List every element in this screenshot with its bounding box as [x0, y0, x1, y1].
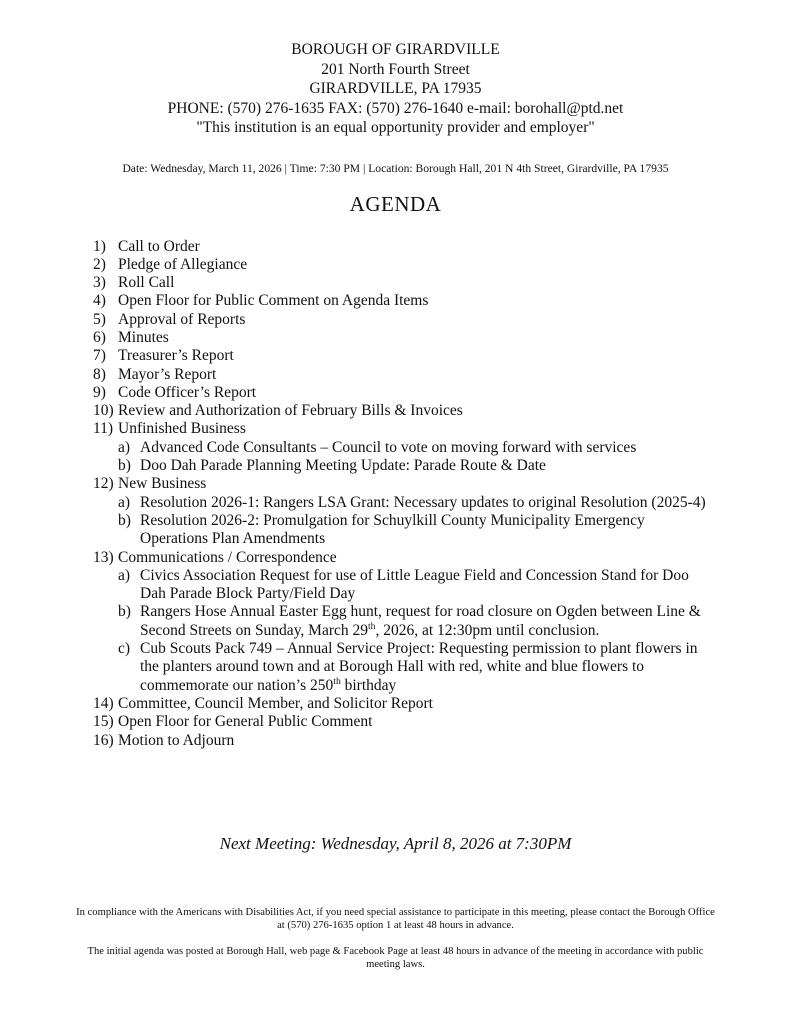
item-number: 7): [93, 347, 106, 365]
agenda-item: [93, 256, 709, 274]
item-text: Open Floor for Public Comment on Agenda Items: [118, 292, 429, 310]
item-text: Call to Order: [118, 237, 200, 255]
agenda-list: [0, 238, 791, 750]
sub-item-text: Resolution 2026-1: Rangers LSA Grant: Necessary updates to original Resolution (2025-4): [140, 493, 706, 511]
agenda-item: [93, 475, 709, 493]
item-number: 1): [93, 237, 106, 255]
agenda-sub-item: [118, 512, 709, 549]
agenda-item: [93, 292, 709, 310]
item-number: 8): [93, 365, 106, 383]
item-number: 15): [93, 713, 114, 731]
org-name: BOROUGH OF GIRARDVILLE: [291, 41, 500, 58]
agenda-sub-item: [118, 439, 709, 457]
agenda-sub-item: [118, 494, 709, 512]
org-city-state-zip: GIRARDVILLE, PA 17935: [309, 80, 482, 97]
agenda-sub-item: [118, 567, 709, 604]
agenda-item: [93, 402, 709, 420]
agenda-item: [93, 311, 709, 329]
sub-item-text: Doo Dah Parade Planning Meeting Update: Parade Route & Date: [140, 457, 546, 475]
item-text: Mayor’s Report: [118, 365, 217, 383]
item-text: New Business: [118, 475, 207, 493]
sub-item-letter: a): [118, 438, 131, 456]
agenda-item: [93, 732, 709, 750]
posting-notice: The initial agenda was posted at Borough Hall, web page & Facebook Page at least 48 hours in advance of the meeting in accordance with public meeting laws.: [87, 945, 704, 970]
item-text: Motion to Adjourn: [118, 731, 235, 749]
item-text: Treasurer’s Report: [118, 347, 234, 365]
sub-item-letter: c): [118, 640, 131, 658]
item-text: Code Officer’s Report: [118, 383, 257, 401]
agenda-item: [93, 238, 709, 256]
sub-item-letter: b): [118, 511, 131, 529]
item-number: 9): [93, 383, 106, 401]
item-number: 16): [93, 731, 114, 749]
org-street: 201 North Fourth Street: [321, 60, 470, 78]
item-text: Open Floor for General Public Comment: [118, 713, 373, 731]
agenda-item: [93, 384, 709, 402]
sub-item-text: Resolution 2026-2: Promulgation for Schuylkill County Municipality Emergency Operations Plan Amendments: [140, 511, 645, 548]
agenda-sub-item: [118, 640, 709, 695]
item-number: 4): [93, 292, 106, 310]
agenda-item: [93, 366, 709, 384]
item-number: 12): [93, 475, 114, 493]
footer: [0, 906, 791, 971]
agenda-item: [93, 695, 709, 713]
next-meeting-line: Next Meeting: Wednesday, April 8, 2026 at 7:30PM: [219, 833, 572, 853]
item-text: Roll Call: [118, 274, 175, 292]
sub-item-text: Civics Association Request for use of Little League Field and Concession Stand for Doo Dah Parade Block Party/Field Day: [140, 566, 689, 603]
item-number: 6): [93, 328, 106, 346]
item-number: 3): [93, 274, 106, 292]
item-number: 2): [93, 255, 106, 273]
agenda-item: [93, 713, 709, 731]
item-text: Pledge of Allegiance: [118, 255, 248, 273]
agenda-title: AGENDA: [349, 191, 442, 216]
org-header: [0, 40, 791, 138]
org-contact-line: PHONE: (570) 276-1635 FAX: (570) 276-1640 e-mail: borohall@ptd.net: [167, 99, 624, 117]
agenda-item: [93, 347, 709, 365]
item-number: 13): [93, 548, 114, 566]
sub-item-text: Advanced Code Consultants – Council to vote on moving forward with services: [140, 438, 637, 456]
agenda-sub-item: [118, 603, 709, 640]
sub-item-letter: b): [118, 603, 131, 621]
item-number: 11): [93, 420, 114, 438]
ordinal-superscript: th: [333, 675, 341, 687]
ada-notice: In compliance with the Americans with Disabilities Act, if you need special assistance to participate in this meeting, please contact the Borough Office at (570) 276-1635 option 1 at least 48 hours in advance.: [76, 906, 715, 931]
item-number: 5): [93, 310, 106, 328]
item-text: Unfinished Business: [118, 420, 246, 438]
item-text: Review and Authorization of February Bills & Invoices: [118, 402, 463, 420]
agenda-item: [93, 274, 709, 292]
sub-item-letter: a): [118, 566, 131, 584]
ordinal-superscript: th: [368, 620, 376, 632]
sub-item-text: Cub Scouts Pack 749 – Annual Service Project: Requesting permission to plant flowers in the planters around town and at Borough Hall with red, white and blue flowers to commemorate our nation’s 250th birthday: [140, 640, 698, 694]
item-text: Communications / Correspondence: [118, 548, 337, 566]
sub-item-text: Rangers Hose Annual Easter Egg hunt, request for road closure on Ogden between Line & Second Streets on Sunday, March 29th, 2026, at 12:30pm until conclusion.: [140, 603, 701, 639]
agenda-item: [93, 329, 709, 347]
meeting-info-line: Date: Wednesday, March 11, 2026 | Time: 7:30 PM | Location: Borough Hall, 201 N 4th Street, Girardville, PA 17935: [122, 161, 669, 175]
item-text: Approval of Reports: [118, 310, 246, 328]
sub-item-letter: b): [118, 457, 131, 475]
agenda-sub-item: [118, 457, 709, 475]
sub-item-letter: a): [118, 493, 131, 511]
item-text: Committee, Council Member, and Solicitor Report: [118, 694, 433, 712]
agenda-item: [93, 420, 709, 438]
agenda-item: [93, 549, 709, 567]
eeo-statement: "This institution is an equal opportunity provider and employer": [196, 119, 595, 136]
item-text: Minutes: [118, 328, 169, 346]
item-number: 10): [93, 402, 114, 420]
item-number: 14): [93, 694, 114, 712]
